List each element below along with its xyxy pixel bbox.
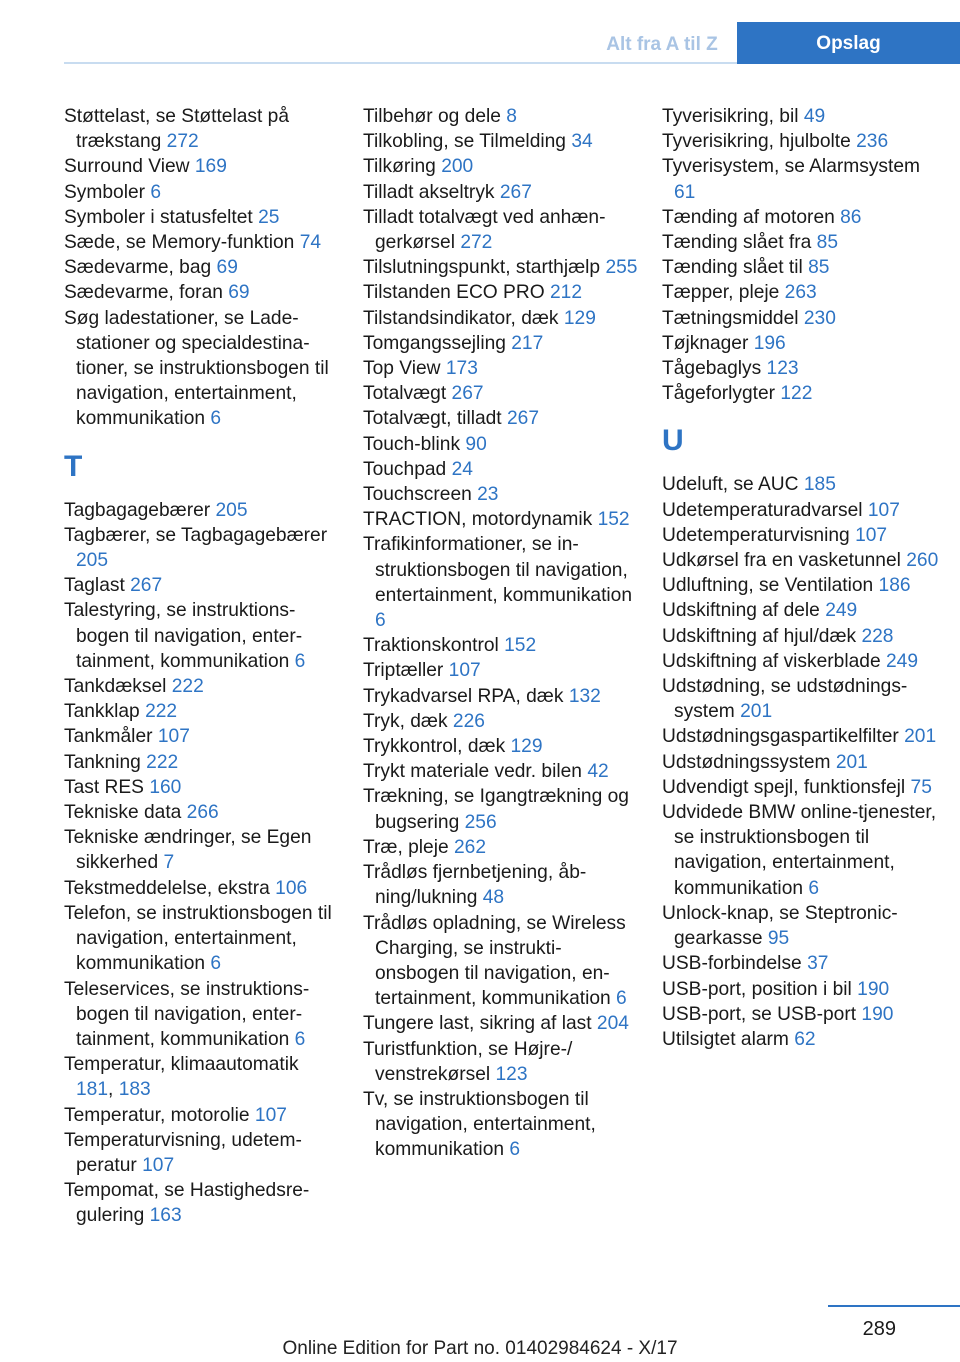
page-reference-link[interactable]: 152 — [597, 509, 630, 531]
page-reference-link[interactable]: 74 — [299, 232, 322, 254]
page-reference-link[interactable]: 196 — [753, 332, 786, 354]
index-entry — [363, 507, 638, 532]
index-entry — [363, 432, 638, 457]
page-reference-link[interactable]: 75 — [910, 776, 932, 798]
page-reference-link[interactable]: 267 — [451, 383, 484, 405]
index-term: Tilslutningspunkt, starthjælp — [363, 257, 601, 279]
page-reference-link[interactable]: 122 — [780, 383, 813, 405]
page-reference-link[interactable]: 123 — [766, 358, 799, 380]
index-term: Udskiftning af viskerblade — [662, 650, 881, 672]
index-term: Trådløs opladning, se Wireless Charging, se instruktionsbogen til navigation, entertainment, kommunikation — [363, 912, 626, 1010]
index-entry — [64, 1178, 336, 1228]
index-term: TRACTION, motordynamik — [363, 509, 593, 531]
index-term: Udstødning, se udstødningssystem — [662, 676, 908, 723]
page-reference-link[interactable]: 185 — [803, 474, 836, 496]
page-reference-link[interactable]: 256 — [464, 811, 497, 833]
index-entry — [662, 548, 942, 573]
page-reference-link[interactable]: 25 — [258, 206, 280, 228]
page-reference-link[interactable]: 42 — [587, 761, 609, 783]
index-entry — [64, 750, 336, 775]
page-reference-link[interactable]: 107 — [867, 499, 900, 521]
page-reference-link[interactable]: 201 — [835, 751, 868, 773]
index-entry — [363, 331, 638, 356]
index-entry — [662, 724, 942, 749]
index-term: Temperaturvisning, udetemperatur — [64, 1129, 302, 1176]
index-entry — [662, 306, 942, 331]
index-term: Tilbehør og dele — [363, 106, 501, 127]
index-column-1 — [64, 104, 336, 1229]
index-term: Sæde, se Memory-funktion — [64, 232, 295, 254]
index-entry — [363, 381, 638, 406]
page-reference-link[interactable]: 7 — [163, 852, 175, 874]
index-entry — [363, 1011, 638, 1036]
page-reference-link[interactable]: 190 — [857, 978, 890, 1000]
index-term: Tankning — [64, 751, 141, 773]
index-entry — [662, 381, 942, 406]
index-entry — [363, 1087, 638, 1163]
index-entry — [363, 406, 638, 431]
index-term: Tilkøring — [363, 156, 436, 178]
index-term: Utilsigtet alarm — [662, 1028, 789, 1050]
edition-footer: Online Edition for Part no. 01402984624 - X/17 — [282, 1338, 678, 1359]
page-reference-link[interactable]: 183 — [118, 1079, 151, 1101]
index-term: Tagbagagebærer — [64, 499, 211, 521]
index-entry — [363, 860, 638, 910]
index-entry — [363, 205, 638, 255]
index-entry — [64, 154, 336, 179]
index-entry — [64, 674, 336, 699]
page-reference-link[interactable]: 230 — [803, 307, 836, 329]
index-entry — [64, 724, 336, 749]
index-entry — [662, 331, 942, 356]
index-entry — [64, 205, 336, 230]
page-reference-link[interactable]: 107 — [855, 524, 888, 546]
page-reference-link[interactable]: 69 — [216, 257, 238, 279]
page-reference-link[interactable]: 107 — [448, 660, 481, 682]
page-reference-link[interactable]: 173 — [445, 358, 478, 380]
page-reference-link[interactable]: 85 — [816, 232, 838, 254]
index-term: Udskiftning af dele — [662, 600, 820, 622]
page-reference-link[interactable]: 6 — [808, 877, 820, 899]
index-entry — [662, 624, 942, 649]
index-entry — [662, 649, 942, 674]
index-term: Udvidede BMW online-tjenester, se instruktionsbogen til navigation, entertainment, kommunikation — [662, 802, 937, 899]
index-term: Udskiftning af hjul/dæk — [662, 625, 857, 647]
index-entry — [662, 1002, 942, 1027]
page-reference-link[interactable]: 272 — [166, 131, 199, 153]
index-entry — [363, 1037, 638, 1087]
page-reference-link[interactable]: 86 — [840, 206, 862, 228]
page-reference-link[interactable]: 190 — [861, 1003, 894, 1025]
index-entry — [662, 129, 942, 154]
index-entry — [662, 205, 942, 230]
page-reference-link[interactable]: 107 — [157, 726, 190, 748]
page-reference-link[interactable]: 107 — [142, 1154, 175, 1176]
index-entry — [64, 977, 336, 1053]
page-reference-link[interactable]: 263 — [784, 282, 817, 304]
index-term: Støttelast, se Støttelast på trækstang — [64, 106, 290, 153]
index-entry — [64, 306, 336, 432]
index-term: Tankmåler — [64, 726, 153, 748]
index-term: Telefon, se instruktionsbogen til navigation, entertainment, kommunikation — [64, 902, 332, 975]
index-term: Tankdæksel — [64, 676, 167, 698]
page-reference-link[interactable]: 85 — [808, 257, 830, 279]
page-reference-link[interactable]: 69 — [228, 282, 250, 304]
index-term: Surround View — [64, 156, 190, 178]
index-term: Trækning, se Igangtrækning og bugsering — [363, 786, 629, 833]
index-term: Top View — [363, 358, 441, 380]
index-entry — [662, 280, 942, 305]
index-term: Tagbærer, se Tagbagagebærer — [64, 524, 328, 546]
index-term: USB-port, position i bil — [662, 978, 852, 1000]
page-reference-link[interactable]: 181 — [76, 1079, 109, 1101]
page-reference-link[interactable]: 226 — [452, 710, 485, 732]
page-reference-link[interactable]: 212 — [549, 282, 582, 304]
page-reference-link[interactable]: 6 — [616, 988, 627, 1010]
index-term: Udkørsel fra en vasketunnel — [662, 550, 901, 572]
index-entry — [662, 523, 942, 548]
tab-opslag[interactable]: Opslag — [737, 22, 960, 64]
index-term: Udetemperaturadvarsel — [662, 499, 863, 521]
page-reference-link[interactable]: 62 — [794, 1028, 816, 1050]
page-reference-link[interactable]: 90 — [465, 433, 487, 455]
index-term: Tilstanden ECO PRO — [363, 282, 545, 304]
index-entry — [363, 104, 638, 129]
index-entry — [363, 709, 638, 734]
page-reference-link[interactable]: 236 — [856, 131, 889, 153]
index-entry — [363, 633, 638, 658]
index-term: Totalvægt — [363, 383, 447, 405]
index-entry — [363, 734, 638, 759]
index-entry — [363, 482, 638, 507]
index-term: Søg ladestationer, se Ladestationer og specialdestinationer, se instruktionsbogen til navigation, entertainment, kommunikation — [64, 307, 329, 430]
page-reference-link[interactable]: 249 — [825, 600, 858, 622]
index-term: Talestyring, se instruktionsbogen til navigation, entertainment, kommunikation — [64, 600, 303, 672]
index-term: Tryk, dæk — [363, 710, 448, 732]
index-column-2 — [363, 104, 638, 1163]
index-term: Udluftning, se Ventilation — [662, 575, 874, 597]
index-column-3 — [662, 104, 942, 1052]
page-reference-link[interactable]: 200 — [441, 156, 474, 178]
page-reference-link[interactable]: 129 — [510, 736, 543, 758]
index-term: Tænding slået fra — [662, 232, 812, 254]
index-term: Totalvægt, tilladt — [363, 408, 502, 430]
index-entry — [363, 280, 638, 305]
index-entry — [662, 255, 942, 280]
index-entry — [363, 457, 638, 482]
index-term: USB-forbindelse — [662, 953, 802, 975]
page-reference-link[interactable]: 6 — [150, 181, 162, 203]
page-reference-link[interactable]: 272 — [460, 232, 493, 254]
index-term: Tæpper, pleje — [662, 282, 780, 304]
index-term: Udetemperaturvisning — [662, 524, 850, 546]
index-entry — [64, 800, 336, 825]
index-term: Touchpad — [363, 458, 447, 480]
index-entry — [363, 255, 638, 280]
index-entry — [363, 129, 638, 154]
page-reference-link[interactable]: 186 — [878, 575, 911, 597]
page-reference-link[interactable]: 217 — [511, 332, 544, 354]
index-term: Tekniske data — [64, 802, 182, 824]
page-reference-link[interactable]: 228 — [861, 625, 894, 647]
index-entry — [64, 699, 336, 724]
index-term: Tyverisystem, se Alarmsystem — [662, 156, 921, 178]
index-term: Tyverisikring, bil — [662, 106, 799, 127]
footer-rule — [828, 1305, 960, 1307]
index-entry — [64, 498, 336, 523]
index-entry — [64, 825, 336, 875]
index-term: Trafikinformationer, se instruktionsbogen til navigation, entertainment, kommunikation — [363, 534, 633, 606]
index-entry — [662, 977, 942, 1002]
index-entry — [64, 876, 336, 901]
index-term: Tast RES — [64, 776, 144, 798]
page-reference-link[interactable]: 262 — [454, 836, 487, 858]
page-reference-link[interactable]: 34 — [571, 131, 593, 153]
index-term: Touchscreen — [363, 484, 472, 506]
page-reference-link[interactable]: 201 — [904, 726, 937, 748]
page-reference-link[interactable]: 48 — [482, 887, 505, 909]
index-entry — [662, 674, 942, 724]
page-reference-link[interactable]: 61 — [674, 181, 696, 203]
index-term: Trykt materiale vedr. bilen — [363, 761, 582, 783]
index-term: Tilstandsindikator, dæk — [363, 307, 559, 329]
index-entry — [662, 230, 942, 255]
page-reference-link[interactable]: 222 — [145, 701, 178, 723]
index-entry — [64, 1103, 336, 1128]
page-number: 289 — [862, 1318, 896, 1340]
index-term: Symboler — [64, 181, 146, 203]
index-entry — [662, 154, 942, 204]
index-entry — [64, 523, 336, 573]
page-reference-link[interactable]: 222 — [146, 751, 179, 773]
index-entry — [64, 901, 336, 977]
page-reference-link[interactable]: 255 — [605, 257, 638, 279]
page-reference-link[interactable]: 205 — [215, 499, 248, 521]
page-reference-link[interactable]: 24 — [451, 458, 473, 480]
page-reference-link[interactable]: 106 — [275, 877, 308, 899]
tab-alt-fra-a-til-z[interactable]: Alt fra A til Z — [606, 34, 718, 55]
index-term: Traktionskontrol — [363, 635, 499, 657]
index-entry — [662, 356, 942, 381]
page-reference-link[interactable]: 163 — [149, 1205, 182, 1227]
index-term: Tilladt totalvægt ved anhængerkørsel — [363, 206, 606, 254]
index-term: Tankklap — [64, 701, 140, 723]
index-entry — [363, 784, 638, 834]
page-reference-link[interactable]: 267 — [499, 181, 532, 203]
index-entry — [64, 230, 336, 255]
index-term: Tætningsmiddel — [662, 307, 799, 329]
page-reference-link[interactable]: 6 — [375, 610, 386, 632]
index-term: Tænding af motoren — [662, 206, 835, 228]
index-term: Tågeforlygter — [662, 383, 776, 405]
index-entry — [363, 306, 638, 331]
index-term: USB-port, se USB-port — [662, 1003, 857, 1025]
page-reference-link[interactable]: 6 — [210, 953, 222, 975]
page-reference-link[interactable]: 222 — [171, 676, 204, 698]
page-reference-link[interactable]: 205 — [76, 550, 109, 572]
page-reference-link[interactable]: 49 — [803, 106, 826, 127]
index-entry — [64, 180, 336, 205]
index-term: Trykadvarsel RPA, dæk — [363, 685, 564, 707]
page-reference-link[interactable]: 23 — [477, 484, 499, 506]
page-reference-link[interactable]: 107 — [254, 1104, 287, 1126]
index-entry — [64, 775, 336, 800]
index-term: Teleservices, se instruktionsbogen til navigation, entertainment, kommunikation — [64, 978, 310, 1050]
index-term: Touch-blink — [363, 433, 461, 455]
index-entry — [363, 835, 638, 860]
index-entry — [64, 1128, 336, 1178]
page-reference-link[interactable]: 37 — [807, 953, 829, 975]
index-term: Trykkontrol, dæk — [363, 736, 506, 758]
section-letter: T — [64, 449, 83, 483]
index-entry — [662, 951, 942, 976]
page-reference-link[interactable]: 160 — [149, 776, 182, 798]
index-term: Symboler i statusfeltet — [64, 206, 253, 228]
page-reference-link[interactable]: 260 — [906, 550, 939, 572]
index-entry — [64, 104, 336, 154]
index-term: Tomgangssejling — [363, 332, 506, 354]
index-term: Tekniske ændringer, se Egen sikkerhed — [64, 827, 312, 874]
index-entry — [64, 280, 336, 305]
page-reference-link[interactable]: 152 — [504, 635, 537, 657]
page-reference-link[interactable]: 6 — [294, 1028, 306, 1050]
index-entry — [363, 684, 638, 709]
index-entry — [363, 532, 638, 633]
index-term: Tyverisikring, hjulbolte — [662, 131, 851, 153]
index-term: Tilladt akseltryk — [363, 181, 495, 203]
page-reference-link[interactable]: 6 — [294, 650, 306, 672]
index-term: Tågebaglys — [662, 358, 762, 380]
index-entry — [363, 911, 638, 1012]
index-term: Tilkobling, se Tilmelding — [363, 131, 566, 153]
index-term: Udeluft, se AUC — [662, 474, 799, 496]
page-reference-link[interactable]: 123 — [495, 1063, 528, 1085]
index-term: Sædevarme, bag — [64, 257, 212, 279]
index-entry — [64, 573, 336, 598]
index-term: Udstødningssystem — [662, 751, 831, 773]
index-entry — [662, 573, 942, 598]
index-entry — [662, 775, 942, 800]
index-entry — [662, 750, 942, 775]
page-reference-link[interactable]: 6 — [509, 1139, 521, 1161]
index-entry — [662, 800, 942, 901]
page-reference-link[interactable]: 8 — [506, 106, 517, 127]
index-term: Tekstmeddelelse, ekstra — [64, 877, 270, 899]
index-entry — [64, 598, 336, 674]
index-entry — [363, 759, 638, 784]
page-reference-link[interactable]: 266 — [186, 802, 219, 824]
index-term: Unlock-knap, se Steptronic-gearkasse — [662, 902, 898, 950]
page-reference-link[interactable]: 204 — [596, 1013, 629, 1035]
index-term: Tænding slået til — [662, 257, 803, 279]
index-entry — [363, 356, 638, 381]
index-entry — [662, 901, 942, 951]
index-term: Temperatur, motorolie — [64, 1104, 250, 1126]
index-entry — [662, 1027, 942, 1052]
index-entry — [662, 104, 942, 129]
index-term: Tv, se instruktionsbogen til navigation, entertainment, kommunikation — [363, 1088, 596, 1161]
index-entry — [64, 255, 336, 280]
page-reference-link[interactable]: 6 — [210, 408, 222, 430]
index-term: Udstødningsgaspartikelfilter — [662, 726, 899, 748]
page-reference-link[interactable]: 129 — [563, 307, 596, 329]
index-entry — [662, 598, 942, 623]
page-reference-link[interactable]: 267 — [130, 575, 163, 597]
index-entry — [662, 498, 942, 523]
index-term: Træ, pleje — [363, 836, 449, 858]
page-reference-link[interactable]: 169 — [194, 156, 227, 178]
index-term: Turistfunktion, se Højre-/ venstrekørsel — [363, 1038, 573, 1085]
index-term: Udvendigt spejl, funktionsfejl — [662, 776, 906, 798]
index-entry — [363, 180, 638, 205]
page-reference-link[interactable]: 95 — [767, 928, 790, 950]
page-reference-link[interactable]: 267 — [506, 408, 539, 430]
index-term: Temperatur, klimaautomatik — [64, 1054, 299, 1076]
index-entry — [363, 658, 638, 683]
page-reference-link[interactable]: 132 — [568, 685, 601, 707]
page-reference-link[interactable]: 201 — [740, 701, 773, 723]
index-term: Sædevarme, foran — [64, 282, 223, 304]
index-entry — [662, 472, 942, 497]
index-term: Tempomat, se Hastighedsregulering — [64, 1180, 310, 1227]
index-term: Trådløs fjernbetjening, åbning/lukning — [363, 862, 587, 909]
index-term: Taglast — [64, 575, 125, 597]
index-entry: Temperatur, klimaautomatik 181, 183 — [64, 1054, 299, 1101]
index-term: Tøjknager — [662, 332, 749, 354]
index-entry — [363, 154, 638, 179]
page-reference-link[interactable]: 249 — [885, 650, 918, 672]
index-term: Tungere last, sikring af last — [363, 1013, 592, 1035]
index-term: Triptæller — [363, 660, 444, 682]
section-letter: U — [662, 424, 684, 458]
